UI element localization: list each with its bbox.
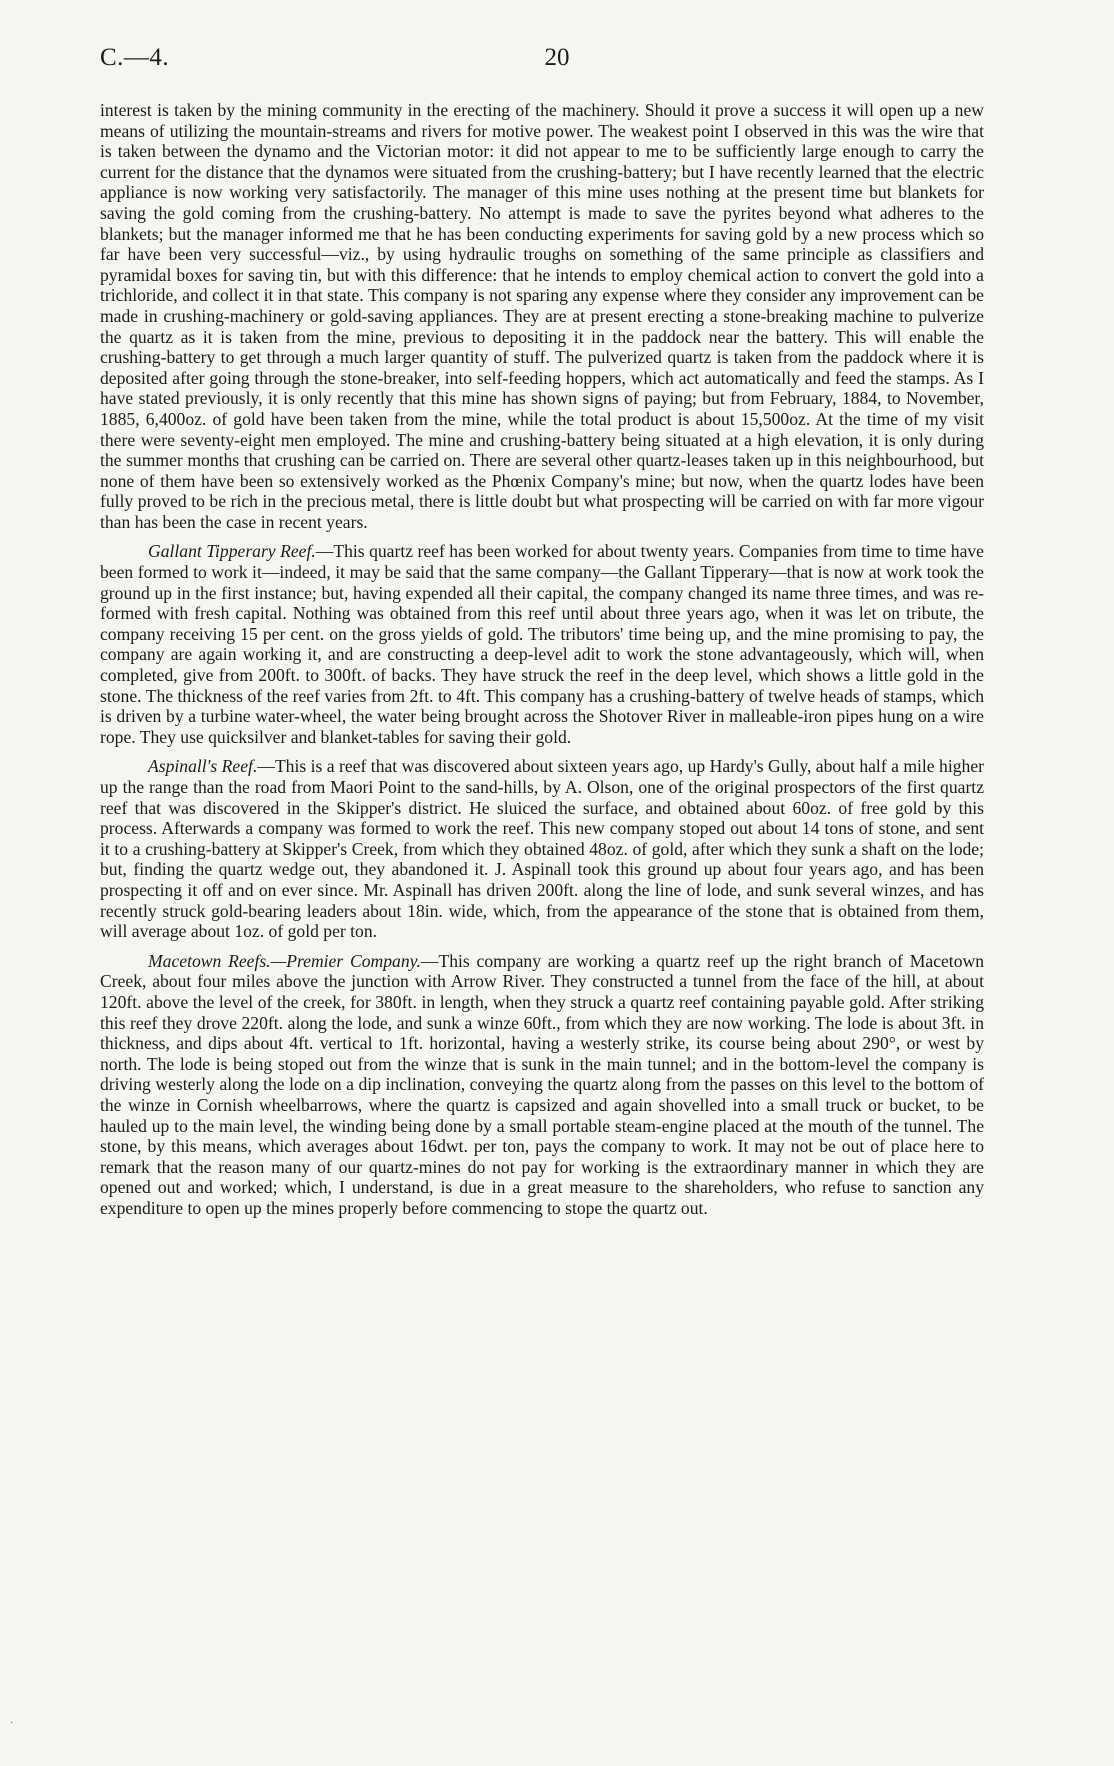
paragraph-text: —This company are working a quartz reef up the right branch of Macetown Creek, about four miles above the junction with Arrow River. They constructed a tunnel from the face of the hill, at about 120ft. above the level of the creek, for 380ft. in length, when they struck a quartz reef containing payable gold. After striking this reef they drove 220ft. along the lode, and sunk a winze 60ft., from which they are now working. The lode is about 3ft. in thickness, and dips about 4ft. vertical to 1ft. horizontal, having a westerly strike, its course being about 290°, or west by north. The lode is being stoped out from the winze that is sunk in the main tunnel; and in the bottom-level the company is driving westerly along the lode on a dip inclination, conveying the quartz along from the passes on this level to the bottom of the winze in Cornish wheelbarrows, where the quartz is capsized and again shovelled into a small truck or bucket, to be hauled up to the main level, the winding being done by a small portable steam-engine placed at the mouth of the tunnel. The stone, by this means, which averages about 16dwt. per ton, pays the company to work. It may not be out of place here to remark that the reason many of our quartz-mines do not pay for working is the extraordinary manner in which they are opened out and worked; which, I understand, is due in a great measure to the shareholders, who refuse to sanction any expenditure to open up the mines properly before commencing to stope the quartz out.: [100, 950, 984, 1218]
section-heading: Macetown Reefs.—Premier Company.: [148, 950, 421, 971]
paragraph-aspinalls-reef: [100, 756, 984, 941]
page-number: 20: [544, 44, 570, 71]
document-reference: C.—4.: [100, 44, 170, 71]
margin-dot: ·: [10, 1718, 14, 1729]
paragraph-text: interest is taken by the mining community in the erecting of the machinery. Should it prove a success it will open up a new means of utilizing the mountain-streams and rivers for motive power. The weakest point I observed in this was the wire that is taken between the dynamo and the Victorian motor: it did not appear to me to be sufficiently large enough to carry the current for the distance that the dynamos were situated from the crushing-battery; but I have recently learned that the electric appliance is now working very satisfactorily. The manager of this mine uses nothing at the present time but blankets for saving the gold coming from the crushing-battery. No attempt is made to save the pyrites beyond what adheres to the blankets; but the manager informed me that he has been conducting experiments for saving gold by a new process which so far have been very successful—viz., by using hydraulic troughs on something of the same principle as classifiers and pyramidal boxes for saving tin, but with this difference: that he intends to employ chemical action to convert the gold into a trichloride, and collect it in that state. This company is not sparing any expense where they consider any improvement can be made in crushing-machinery or gold-saving appliances. They are at present erecting a stone-breaking machine to pulverize the quartz as it is taken from the mine, previous to depositing it in the paddock near the battery. This will enable the crushing-battery to get through a much larger quantity of stuff. The pulverized quartz is taken from the paddock where it is deposited after going through the stone-breaker, into self-feeding hoppers, which act automatically and feed the stamps. As I have stated previously, it is only recently that this mine has shown signs of paying; but from February, 1884, to November, 1885, 6,400oz. of gold have been taken from the mine, while the total product is about 15,500oz. At the time of my visit there were seventy-eight men employed. The mine and crushing-battery being situated at a high elevation, it is only during the summer months that crushing can be carried on. There are several other quartz-leases taken up in this neighbourhood, but none of them have been so extensively worked as the Phœnix Company's mine; but now, when the quartz lodes have been fully proved to be rich in the precious metal, there is little doubt but what prospecting will be carried on with far more vigour than has been the case in recent years.: [100, 100, 984, 532]
paragraph-text: —This is a reef that was discovered about sixteen years ago, up Hardy's Gully, about half a mile higher up the range than the road from Maori Point to the sand-hills, by A. Olson, one of the original prospectors of the first quartz reef that was discovered in the Skipper's district. He sluiced the surface, and obtained about 60oz. of free gold by this process. Afterwards a company was formed to work the reef. This new company stoped out about 14 tons of stone, and sent it to a crushing-battery at Skipper's Creek, from which they obtained 48oz. of gold, after which they sunk a shaft on the lode; but, finding the quartz wedge out, they abandoned it. J. Aspinall took this ground up about four years ago, and has been prospecting it off and on ever since. Mr. Aspinall has driven 200ft. along the line of lode, and sunk several winzes, and has recently struck gold-bearing leaders about 18in. wide, which, from the appearance of the stone that is obtained from them, will average about 1oz. of gold per ton.: [100, 756, 984, 942]
paragraph-phoenix-mine-continued: [100, 100, 984, 532]
section-heading: Aspinall's Reef.: [148, 756, 258, 777]
paragraph-gallant-tipperary-reef: [100, 541, 984, 747]
body-text: [100, 100, 984, 1227]
section-heading: Gallant Tipperary Reef.: [148, 541, 316, 562]
paragraph-macetown-reefs: [100, 951, 984, 1219]
paragraph-text: —This quartz reef has been worked for about twenty years. Companies from time to time have been formed to work it—indeed, it may be said that the same company—the Gallant Tipperary—that is now at work took the ground up in the first instance; but, having expended all their capital, the company changed its name three times, and was re-formed with fresh capital. Nothing was obtained from this reef until about three years ago, when it was let on tribute, the company receiving 15 per cent. on the gross yields of gold. The tributors' time being up, and the mine promising to pay, the company are again working it, and are constructing a deep-level adit to work the stone advantageously, which will, when completed, give from 200ft. to 300ft. of backs. They have struck the reef in the deep level, which shows a little gold in the stone. The thickness of the reef varies from 2ft. to 4ft. This company has a crushing-battery of twelve heads of stamps, which is driven by a turbine water-wheel, the water being brought across the Shotover River in malleable-iron pipes hung on a wire rope. They use quicksilver and blanket-tables for saving their gold.: [100, 541, 984, 747]
page-header: [100, 44, 1014, 84]
